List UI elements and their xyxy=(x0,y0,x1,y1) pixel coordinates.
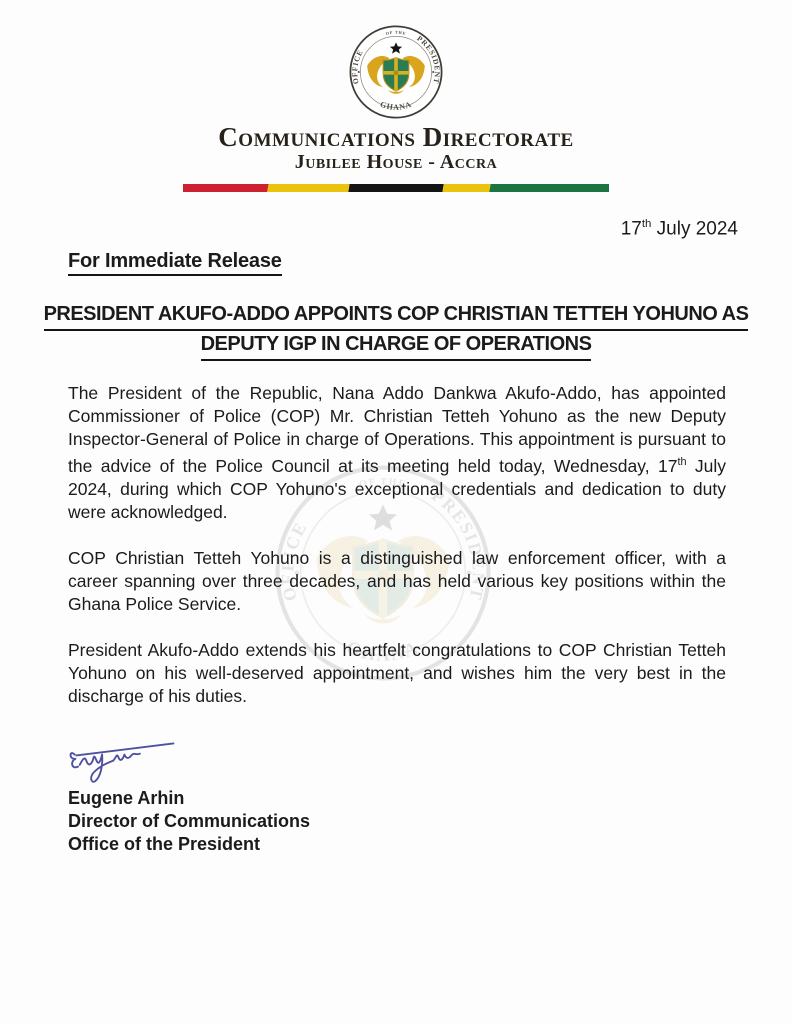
letterhead xyxy=(0,0,792,192)
headline xyxy=(0,301,792,361)
signatory-block xyxy=(68,787,792,856)
signatory-name: Eugene Arhin xyxy=(68,787,185,808)
headline-line-2: DEPUTY IGP IN CHARGE OF OPERATIONS xyxy=(201,331,592,361)
body-paragraph-3: President Akufo-Addo extends his heartfelt congratulations to COP Christian Tetteh Yohuno on his well-deserved appointment, and wishes him the very best in the discharge of his duties. xyxy=(68,639,726,706)
headline-line-1: PRESIDENT AKUFO-ADDO APPOINTS COP CHRISTIAN TETTEH YOHUNO AS xyxy=(44,301,749,331)
release-date: 17th July 2024 xyxy=(620,218,738,240)
letter-body xyxy=(0,382,792,708)
org-location: Jubilee House - Accra xyxy=(294,151,498,174)
org-name: Communications Directorate xyxy=(218,122,574,152)
signatory-title: Director of Communications xyxy=(68,810,311,831)
presidential-seal-icon xyxy=(348,24,444,120)
body-paragraph-2: COP Christian Tetteh Yohuno is a distinguished law enforcement officer, with a career spanning over three decades, and has held various key positions within the Ghana Police Service. xyxy=(68,547,726,614)
body-paragraph-1: The President of the Republic, Nana Addo Dankwa Akufo-Addo, has appointed Commissioner of Police (COP) Mr. Christian Tetteh Yohuno as the new Deputy Inspector-General of Police in charge of Operations. This appointment is pursuant to the advice of the Police Council at its meeting held today, Wednesday, 17th July 2024, during which COP Yohuno's exceptional credentials and dedication to duty were acknowledged. xyxy=(68,382,726,522)
release-label: For Immediate Release xyxy=(68,250,282,276)
ghana-flag-divider xyxy=(183,184,609,192)
handwritten-signature xyxy=(66,732,182,784)
signatory-office: Office of the President xyxy=(68,833,261,854)
